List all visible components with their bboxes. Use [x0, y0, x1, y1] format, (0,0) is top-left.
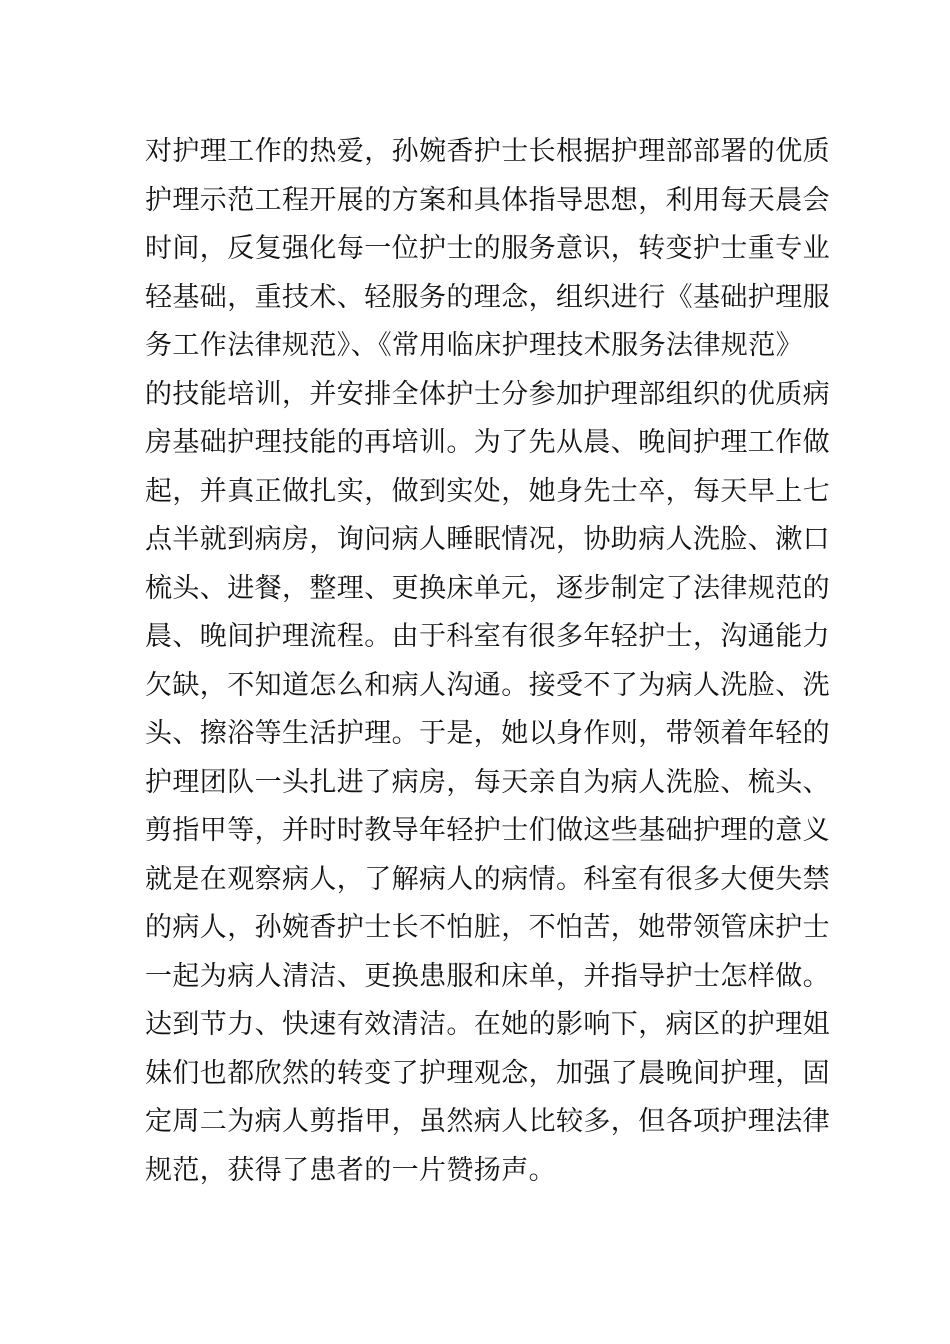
text-line: 一起为病人清洁、更换患服和床单，并指导护士怎样做。 — [145, 960, 830, 992]
text-line: 对护理工作的热爱，孙婉香护士长根据护理部部署的优质 — [145, 136, 830, 167]
text-line: 的病人，孙婉香护士长不怕脏，不怕苦，她带领管床护士 — [145, 912, 830, 943]
text-line: 规范，获得了患者的一片赞扬声。 — [145, 1154, 556, 1186]
text-line: 达到节力、快速有效清洁。在她的影响下，病区的护理姐 — [145, 1009, 830, 1040]
text-line: 梳头、进餐，整理、更换床单元，逐步制定了法律规范的 — [145, 572, 830, 604]
text-line: 护理团队一头扎进了病房，每天亲自为病人洗脸、梳头、 — [145, 766, 830, 798]
text-line: 剪指甲等，并时时教导年轻护士们做这些基础护理的意义 — [145, 815, 830, 846]
text-line: 头、擦浴等生活护理。于是，她以身作则，带领着年轻的 — [145, 718, 830, 749]
text-line: 时间，反复强化每一位护士的服务意识，转变护士重专业 — [145, 233, 830, 264]
text-line: 轻基础，重技术、轻服务的理念，组织进行《基础护理服 — [145, 281, 830, 313]
body-paragraph — [145, 128, 830, 1195]
text-line: 务工作法律规范》、《常用临床护理技术服务法律规范》 — [145, 330, 803, 361]
text-line: 妹们也都欣然的转变了护理观念，加强了晨晚间护理，固 — [145, 1057, 830, 1089]
text-line: 晨、晚间护理流程。由于科室有很多年轻护士，沟通能力 — [145, 621, 830, 652]
text-line: 就是在观察病人，了解病人的病情。科室有很多大便失禁 — [145, 863, 830, 895]
text-line: 定周二为病人剪指甲，虽然病人比较多，但各项护理法律 — [145, 1106, 830, 1137]
text-line: 点半就到病房，询问病人睡眠情况，协助病人洗脸、漱口 — [145, 524, 830, 555]
text-line: 的技能培训，并安排全体护士分参加护理部组织的优质病 — [145, 378, 830, 410]
text-line: 护理示范工程开展的方案和具体指导思想，利用每天晨会 — [145, 184, 830, 216]
text-line: 房基础护理技能的再培训。为了先从晨、晚间护理工作做 — [145, 427, 830, 458]
text-line: 欠缺，不知道怎么和病人沟通。接受不了为病人洗脸、洗 — [145, 669, 830, 701]
text-line: 起，并真正做扎实，做到实处，她身先士卒，每天早上七 — [145, 475, 830, 507]
